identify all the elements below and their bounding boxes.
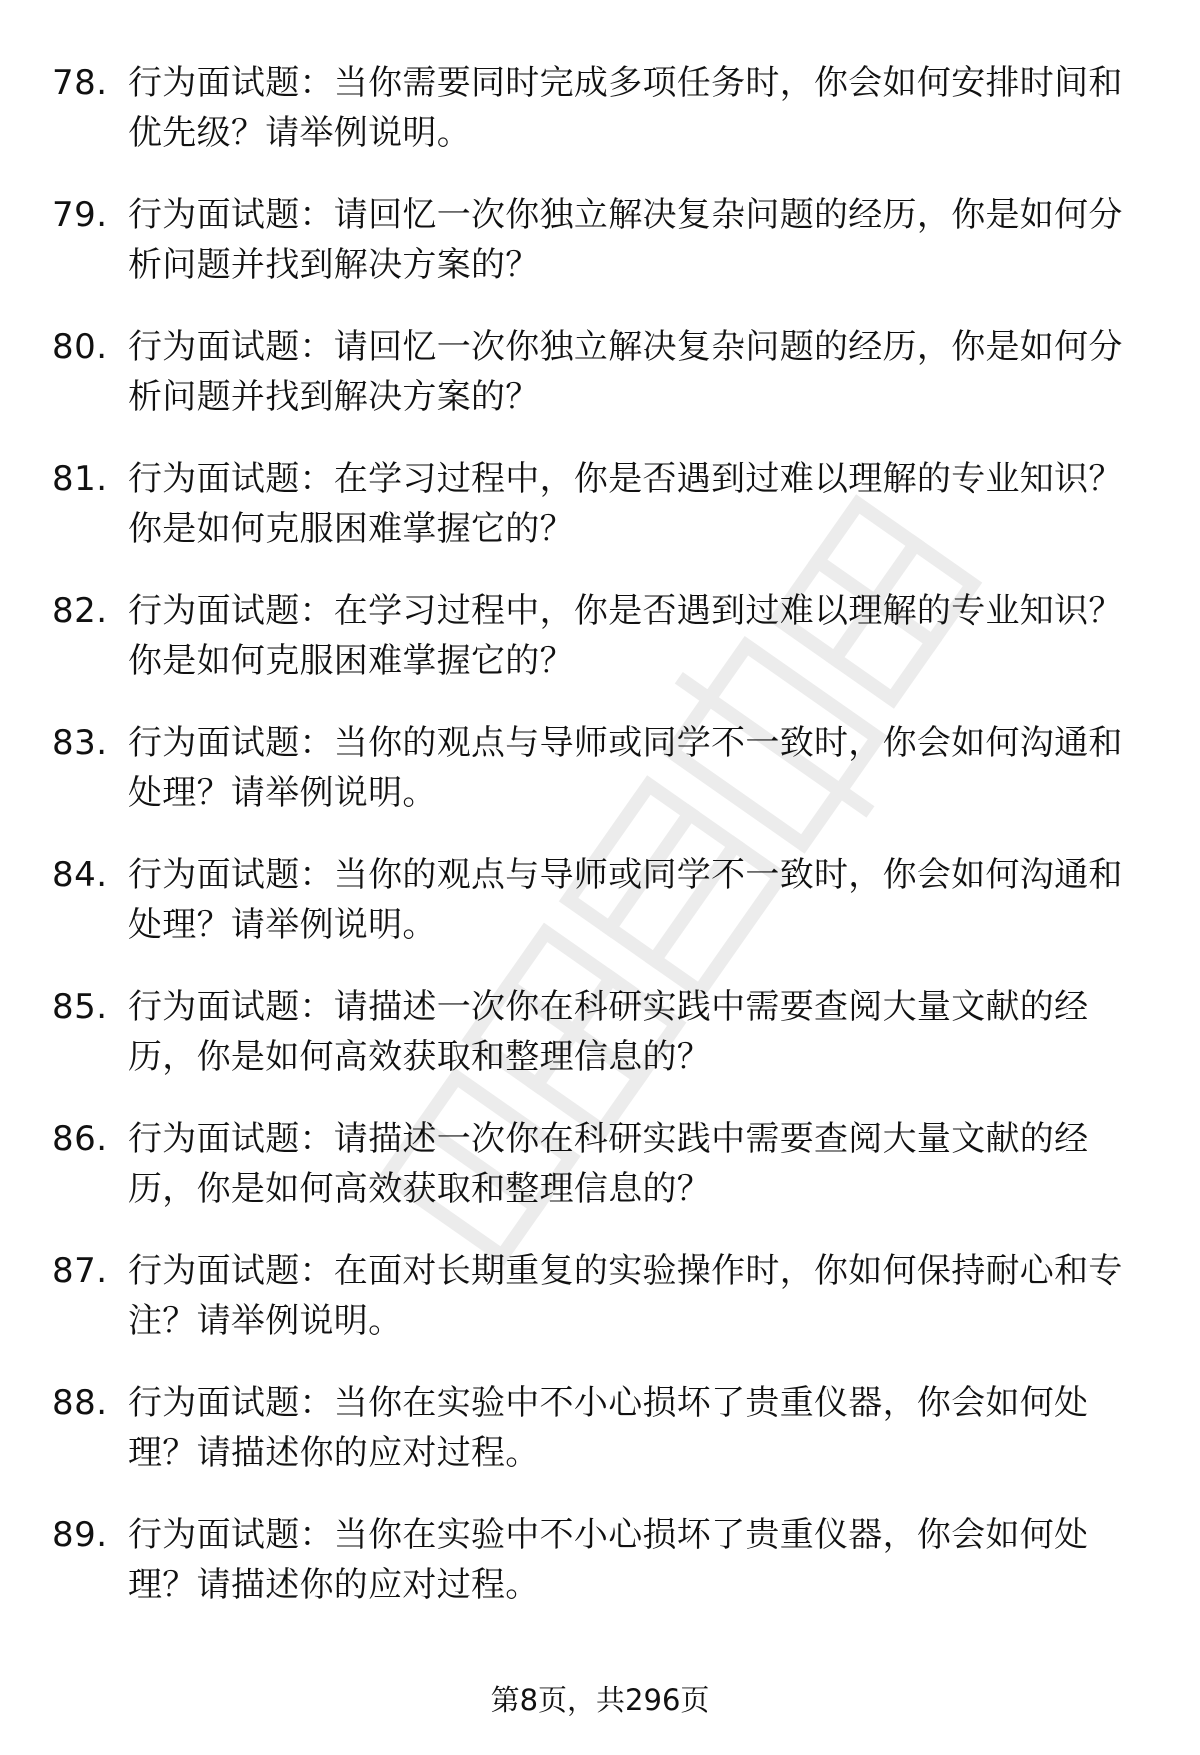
question-text: 行为面试题：在学习过程中，你是否遇到过难以理解的专业知识？你是如何克服困难掌握它的？	[128, 591, 1123, 681]
question-item	[52, 586, 1152, 718]
question-text: 行为面试题：请回忆一次你独立解决复杂问题的经历，你是如何分析问题并找到解决方案的？	[128, 327, 1123, 417]
question-number: 84.	[52, 855, 108, 895]
question-text: 行为面试题：当你在实验中不小心损坏了贵重仪器，你会如何处理？请描述你的应对过程。	[128, 1383, 1089, 1473]
question-text: 行为面试题：请描述一次你在科研实践中需要查阅大量文献的经历，你是如何高效获取和整理信息的？	[128, 987, 1089, 1077]
question-item	[52, 850, 1152, 982]
question-number: 87.	[52, 1251, 108, 1291]
question-text: 行为面试题：当你的观点与导师或同学不一致时，你会如何沟通和处理？请举例说明。	[128, 855, 1123, 945]
question-text: 行为面试题：当你需要同时完成多项任务时，你会如何安排时间和优先级？请举例说明。	[128, 63, 1123, 153]
question-number: 88.	[52, 1383, 108, 1423]
page-number-label: 第8页，共296页	[490, 1683, 710, 1717]
question-number: 85.	[52, 987, 108, 1027]
question-item	[52, 1246, 1152, 1378]
question-number: 79.	[52, 195, 108, 235]
question-list	[52, 58, 1152, 1642]
question-number: 78.	[52, 63, 108, 103]
question-item	[52, 982, 1152, 1114]
question-number: 83.	[52, 723, 108, 763]
question-item	[52, 1510, 1152, 1642]
question-number: 86.	[52, 1119, 108, 1159]
question-item	[52, 454, 1152, 586]
question-number: 81.	[52, 459, 108, 499]
question-item	[52, 190, 1152, 322]
page-footer	[0, 1680, 1200, 1720]
question-number: 89.	[52, 1515, 108, 1555]
question-text: 行为面试题：在学习过程中，你是否遇到过难以理解的专业知识？你是如何克服困难掌握它的？	[128, 459, 1123, 549]
question-item	[52, 1114, 1152, 1246]
question-text: 行为面试题：当你的观点与导师或同学不一致时，你会如何沟通和处理？请举例说明。	[128, 723, 1123, 813]
question-number: 80.	[52, 327, 108, 367]
question-text: 行为面试题：在面对长期重复的实验操作时，你如何保持耐心和专注？请举例说明。	[128, 1251, 1123, 1341]
question-text: 行为面试题：请回忆一次你独立解决复杂问题的经历，你是如何分析问题并找到解决方案的？	[128, 195, 1123, 285]
question-item	[52, 1378, 1152, 1510]
question-item	[52, 718, 1152, 850]
question-item	[52, 322, 1152, 454]
question-number: 82.	[52, 591, 108, 631]
question-text: 行为面试题：当你在实验中不小心损坏了贵重仪器，你会如何处理？请描述你的应对过程。	[128, 1515, 1089, 1605]
question-text: 行为面试题：请描述一次你在科研实践中需要查阅大量文献的经历，你是如何高效获取和整理信息的？	[128, 1119, 1089, 1209]
question-item	[52, 58, 1152, 190]
